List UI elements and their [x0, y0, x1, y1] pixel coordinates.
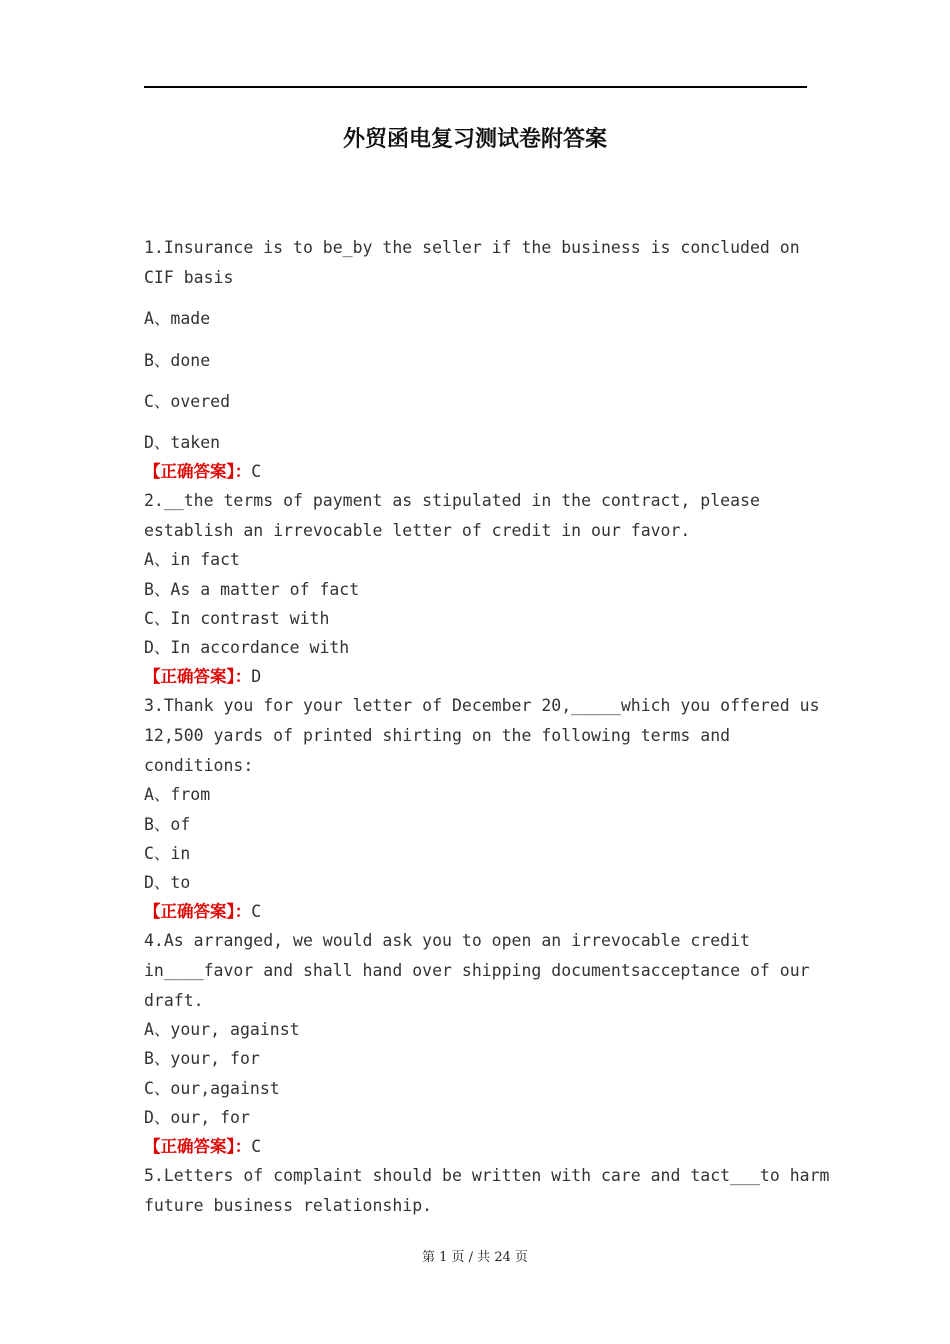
answer-value: C — [251, 1137, 262, 1156]
question-3-option-a: A、from — [144, 785, 211, 804]
answer-label: 【正确答案】： — [144, 667, 252, 686]
answer-label: 【正确答案】： — [144, 902, 252, 921]
question-3-stem-line-2: 12,500 yards of printed shirting on the following terms and — [144, 726, 731, 745]
question-3-option-d: D、to — [144, 873, 191, 892]
question-5-stem-line-1: 5.Letters of complaint should be written with care and tact___to harm — [144, 1166, 830, 1185]
question-3-option-c: C、in — [144, 844, 191, 863]
question-4-option-d: D、our, for — [144, 1108, 250, 1127]
question-3-answer — [144, 902, 261, 922]
header-rule — [144, 86, 807, 88]
answer-label: 【正确答案】： — [144, 462, 252, 481]
answer-value: C — [251, 462, 262, 481]
answer-label: 【正确答案】： — [144, 1137, 252, 1156]
question-1-option-a: A、made — [144, 309, 211, 328]
question-2-option-a: A、in fact — [144, 550, 240, 569]
question-1-option-d: D、taken — [144, 433, 221, 452]
question-3-stem-line-1: 3.Thank you for your letter of December 20,_____which you offered us — [144, 696, 820, 715]
question-4-stem-line-2: in____favor and shall hand over shipping documentsacceptance of our — [144, 961, 810, 980]
question-4-option-a: A、your, against — [144, 1020, 300, 1039]
question-1-option-b: B、done — [144, 351, 211, 370]
question-4-stem-line-3: draft. — [144, 991, 204, 1010]
question-1-answer — [144, 462, 261, 482]
document-title: 外贸函电复习测试卷附答案 — [342, 126, 607, 152]
page-footer: 第 1 页 / 共 24 页 — [422, 1250, 528, 1265]
answer-value: C — [251, 902, 262, 921]
question-4-answer — [144, 1137, 261, 1157]
question-2-option-c: C、In contrast with — [144, 609, 330, 628]
question-3-option-b: B、of — [144, 815, 191, 834]
question-2-stem-line-1: 2.__the terms of payment as stipulated in the contract, please — [144, 491, 760, 510]
question-2-answer — [144, 667, 261, 687]
question-2-option-b: B、As a matter of fact — [144, 580, 360, 599]
question-1-stem-line-1: 1.Insurance is to be_by the seller if the business is concluded on — [144, 238, 800, 257]
answer-value: D — [251, 667, 262, 686]
question-3-stem-line-3: conditions: — [144, 756, 254, 775]
question-4-option-b: B、your, for — [144, 1049, 260, 1068]
question-2-option-d: D、In accordance with — [144, 638, 350, 657]
question-4-stem-line-1: 4.As arranged, we would ask you to open an irrevocable credit — [144, 931, 750, 950]
question-1-stem-line-2: CIF basis — [144, 268, 234, 287]
question-2-stem-line-2: establish an irrevocable letter of credit in our favor. — [144, 521, 691, 540]
question-5-stem-line-2: future business relationship. — [144, 1196, 433, 1215]
question-4-option-c: C、our,against — [144, 1079, 280, 1098]
question-1-option-c: C、overed — [144, 392, 231, 411]
